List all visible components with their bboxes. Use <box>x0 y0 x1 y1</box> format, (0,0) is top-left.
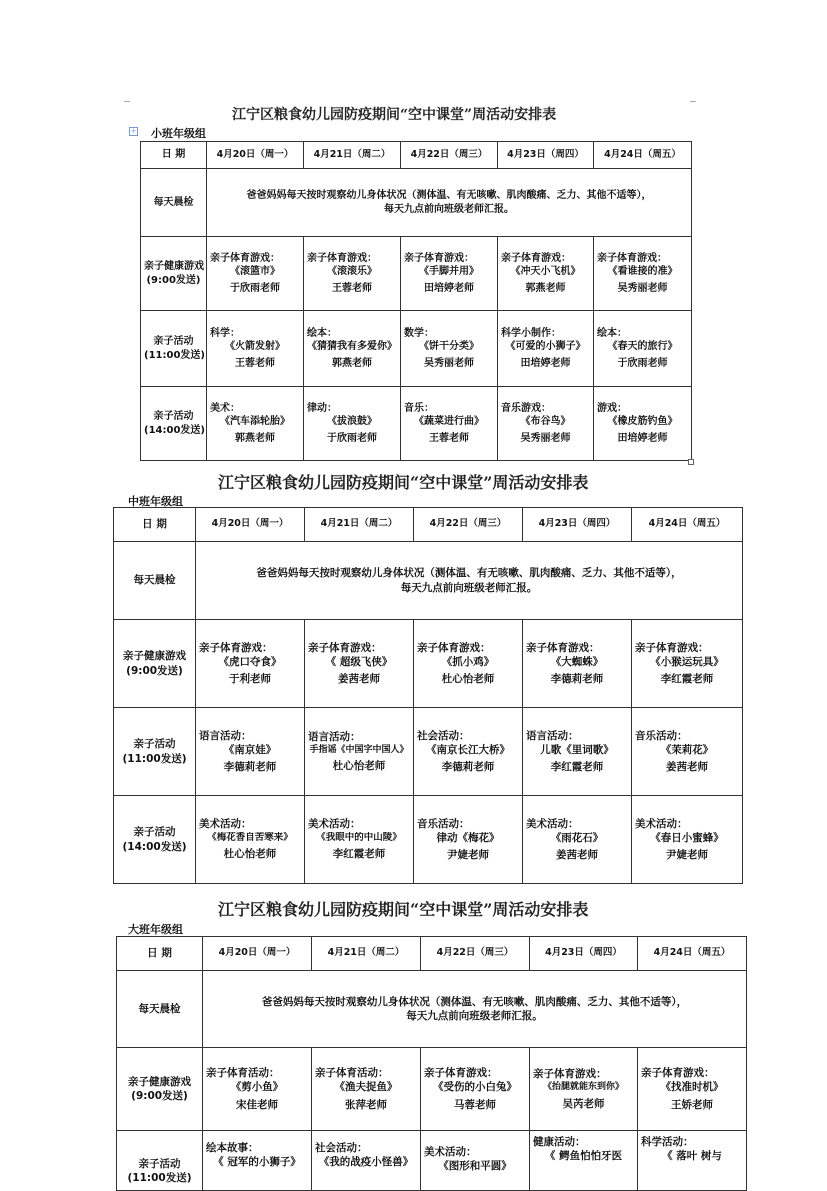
activity-cell <box>530 1131 638 1191</box>
activity-cell <box>498 237 594 311</box>
activity-cell <box>638 1131 747 1191</box>
morning-check-label: 每天晨检 <box>141 169 207 237</box>
activity-cell <box>304 237 401 311</box>
activity-type: 亲子体育游戏： <box>635 641 709 654</box>
activity-name: 《抓小鸡》 <box>441 655 495 668</box>
activity-name: 《滚滚乐》 <box>327 266 377 278</box>
activity-name: 《剪小鱼》 <box>230 1081 284 1094</box>
activity-cell <box>312 1131 421 1191</box>
activity-cell <box>523 620 632 708</box>
activity-cell <box>203 1048 312 1131</box>
row-name: 亲子健康游戏 <box>128 1075 191 1088</box>
row-time: (9:00发送) <box>126 664 183 677</box>
teacher-name: 姜茜老师 <box>556 849 598 862</box>
teacher-name: 田培婷老师 <box>424 282 474 294</box>
teacher-name: 吴秀丽老师 <box>617 282 668 294</box>
morning-check-text <box>207 169 692 237</box>
date-cell: 4月20日（周一） <box>207 142 304 169</box>
activity-type: 美术： <box>210 402 240 414</box>
row-header <box>141 311 207 387</box>
activity-type: 绘本： <box>307 327 337 339</box>
activity-type: 语言活动： <box>199 729 252 742</box>
row-time: (14:00发送) <box>144 424 205 436</box>
row-header <box>117 1048 203 1131</box>
row-header <box>114 796 196 884</box>
activity-type: 美术活动： <box>526 817 579 830</box>
teacher-name: 王蓉老师 <box>332 282 372 294</box>
teacher-name: 杜心怡老师 <box>223 848 277 861</box>
row-time: (9:00发送) <box>131 1090 188 1102</box>
schedule-table-small <box>140 141 692 461</box>
activity-type: 亲子体育游戏： <box>210 252 280 264</box>
activity-cell <box>523 796 632 884</box>
activity-cell <box>414 796 523 884</box>
teacher-name: 王蓉老师 <box>429 432 469 444</box>
activity-name: 《看谁接的准》 <box>607 266 678 278</box>
teacher-name: 于利老师 <box>229 673 271 686</box>
activity-type: 绘本： <box>597 327 627 339</box>
activity-row <box>114 708 743 796</box>
activity-type: 亲子体育游戏： <box>597 252 667 264</box>
table-resize-handle[interactable] <box>688 459 694 465</box>
page-corner-mark <box>124 101 130 102</box>
date-cell: 4月21日（周二） <box>304 142 401 169</box>
activity-name: 《冲天小飞机》 <box>510 266 581 278</box>
teacher-name: 李德莉老师 <box>441 761 495 774</box>
activity-name: 《火箭发射》 <box>225 341 285 353</box>
activity-name: 《橡皮筋钓鱼》 <box>607 416 678 428</box>
morning-check-text <box>196 542 743 620</box>
activity-type: 科学小制作： <box>501 327 561 339</box>
activity-cell <box>421 1131 530 1191</box>
table-move-handle-icon[interactable]: + <box>130 127 137 135</box>
activity-name: 《汽车添轮胎》 <box>220 416 290 428</box>
teacher-name: 郭燕老师 <box>332 357 372 369</box>
date-header: 日 期 <box>117 937 203 971</box>
row-time: (11:00发送) <box>144 349 205 361</box>
teacher-name: 张萍老师 <box>345 1098 387 1111</box>
date-cell: 4月21日（周二） <box>312 937 421 971</box>
activity-cell <box>498 387 594 461</box>
morning-check-line: 每天九点前向班级老师汇报。 <box>384 203 514 215</box>
activity-name: 《我的战疫小怪兽》 <box>318 1156 414 1169</box>
row-time: (11:00发送) <box>122 752 187 765</box>
row-header <box>117 1131 203 1191</box>
activity-name: 《春天的旅行》 <box>607 341 678 353</box>
teacher-name: 尹婕老师 <box>666 849 708 862</box>
activity-cell <box>305 796 414 884</box>
teacher-name: 杜心怡老师 <box>332 760 386 773</box>
activity-name: 《猜猜我有多爱你》 <box>307 341 397 353</box>
activity-name: 《渔夫捉鱼》 <box>334 1081 398 1094</box>
date-cell: 4月21日（周二） <box>305 508 414 542</box>
teacher-name: 李红霞老师 <box>660 673 714 686</box>
row-name: 亲子健康游戏 <box>123 650 186 663</box>
date-cell: 4月23日（周四） <box>523 508 632 542</box>
activity-name: 《南京娃》 <box>223 743 277 756</box>
activity-name: 《小猴运玩具》 <box>650 655 724 668</box>
activity-cell <box>207 311 304 387</box>
activity-type: 社会活动： <box>315 1142 368 1154</box>
activity-name: 《茉莉花》 <box>660 743 714 756</box>
activity-type: 亲子体育活动： <box>315 1067 389 1080</box>
teacher-name: 吴芮老师 <box>562 1097 605 1110</box>
activity-row <box>114 620 743 708</box>
teacher-name: 王娇老师 <box>671 1098 713 1111</box>
activity-name: 《手脚并用》 <box>419 266 479 278</box>
date-cell: 4月22日（周三） <box>421 937 530 971</box>
activity-type: 亲子体育游戏： <box>308 641 382 654</box>
activity-cell <box>632 708 743 796</box>
activity-type: 科学： <box>210 327 240 339</box>
morning-check-row <box>117 971 747 1048</box>
activity-type: 绘本故事： <box>206 1142 259 1154</box>
row-name: 亲子健康游戏 <box>144 261 204 272</box>
activity-cell <box>305 708 414 796</box>
teacher-name: 于欣雨老师 <box>617 357 668 369</box>
activity-cell <box>632 796 743 884</box>
date-row <box>114 508 743 542</box>
activity-cell <box>638 1048 747 1131</box>
activity-row <box>114 796 743 884</box>
activity-row <box>141 311 692 387</box>
date-row <box>117 937 747 971</box>
activity-type: 美术活动： <box>424 1146 477 1158</box>
activity-cell <box>196 620 305 708</box>
activity-name: 《蔬菜进行曲》 <box>414 416 484 428</box>
morning-check-label: 每天晨检 <box>117 971 203 1048</box>
activity-name: 《受伤的小白兔》 <box>433 1081 517 1094</box>
activity-type: 亲子体育游戏： <box>501 252 571 264</box>
row-time: (14:00发送) <box>122 840 187 853</box>
activity-type: 美术活动： <box>635 817 688 830</box>
activity-cell <box>305 620 414 708</box>
morning-check-line: 爸爸妈妈每天按时观察幼儿身体状况（测体温、有无咳嗽、肌肉酸痛、乏力、其他不适等）， <box>246 190 652 201</box>
date-header: 日 期 <box>141 142 207 169</box>
activity-name: 《找准时机》 <box>660 1081 724 1094</box>
morning-check-row <box>114 542 743 620</box>
activity-type: 语言活动： <box>526 729 579 742</box>
row-header <box>114 708 196 796</box>
row-time: (11:00发送) <box>127 1172 192 1185</box>
activity-cell <box>401 311 498 387</box>
activity-name: 《饼干分类》 <box>419 341 479 353</box>
date-header: 日 期 <box>114 508 196 542</box>
morning-check-row <box>141 169 692 237</box>
row-name: 亲子活动 <box>133 826 176 839</box>
activity-name: 手指谣《中国字中国人》 <box>309 744 409 755</box>
activity-name: 《春日小蜜蜂》 <box>650 831 724 844</box>
morning-check-line: 爸爸妈妈每天按时观察幼儿身体状况（测体温、有无咳嗽、肌肉酸痛、乏力、其他不适等）， <box>261 995 688 1008</box>
activity-name: 《滚篮市》 <box>230 266 280 278</box>
activity-cell <box>530 1048 638 1131</box>
activity-cell <box>414 708 523 796</box>
date-row <box>141 142 692 169</box>
activity-type: 亲子体育游戏： <box>526 641 600 654</box>
activity-type: 社会活动： <box>417 729 470 742</box>
teacher-name: 尹婕老师 <box>447 849 489 862</box>
date-cell: 4月22日（周三） <box>401 142 498 169</box>
activity-name: 儿歌《里词歌》 <box>540 743 614 756</box>
date-cell: 4月20日（周一） <box>196 508 305 542</box>
teacher-name: 李德莉老师 <box>550 673 604 686</box>
activity-name: 《可爱的小狮子》 <box>505 341 586 353</box>
teacher-name: 李红霞老师 <box>550 761 604 774</box>
teacher-name: 于欣雨老师 <box>230 282 280 294</box>
activity-type: 律动： <box>307 402 337 414</box>
activity-type: 亲子体育游戏： <box>533 1068 607 1081</box>
activity-type: 亲子体育活动： <box>206 1067 280 1080</box>
activity-row <box>117 1131 747 1191</box>
teacher-name: 宋佳老师 <box>236 1098 278 1111</box>
date-cell: 4月22日（周三） <box>414 508 523 542</box>
teacher-name: 于欣雨老师 <box>327 432 377 444</box>
activity-type: 亲子体育游戏： <box>424 1067 498 1080</box>
date-cell: 4月23日（周四） <box>498 142 594 169</box>
activity-type: 美术活动： <box>308 818 361 831</box>
morning-check-label: 每天晨检 <box>114 542 196 620</box>
activity-type: 科学活动： <box>641 1136 694 1148</box>
activity-name: 《拔浪鼓》 <box>327 416 377 428</box>
date-cell: 4月20日（周一） <box>203 937 312 971</box>
morning-check-text <box>203 971 747 1048</box>
activity-cell <box>421 1048 530 1131</box>
activity-type: 美术活动： <box>199 818 252 831</box>
date-cell: 4月24日（周五） <box>632 508 743 542</box>
activity-cell <box>207 237 304 311</box>
activity-type: 亲子体育游戏： <box>307 252 377 264</box>
schedule-table-middle <box>113 507 743 884</box>
activity-cell <box>207 387 304 461</box>
row-header <box>141 237 207 311</box>
activity-row <box>141 387 692 461</box>
grade-label: 小班年级组 <box>151 127 206 140</box>
section-title: 江宁区粮食幼儿园防疫期间“空中课堂”周活动安排表 <box>232 107 557 123</box>
activity-type: 亲子体育游戏： <box>199 641 273 654</box>
row-name: 亲子活动 <box>133 738 176 751</box>
section-title: 江宁区粮食幼儿园防疫期间“空中课堂”周活动安排表 <box>218 473 589 492</box>
date-cell: 4月24日（周五） <box>594 142 692 169</box>
activity-name: 《布谷鸟》 <box>520 416 571 428</box>
row-header <box>141 387 207 461</box>
teacher-name: 姜茜老师 <box>666 761 708 774</box>
teacher-name: 王蓉老师 <box>235 357 275 369</box>
teacher-name: 郭燕老师 <box>235 432 275 444</box>
morning-check-line: 每天九点前向班级老师汇报。 <box>400 581 538 594</box>
teacher-name: 吴秀丽老师 <box>520 432 571 444</box>
activity-name: 《 落叶 树与 <box>662 1150 722 1163</box>
activity-type: 游戏： <box>597 402 627 414</box>
activity-name: 《南京长江大桥》 <box>426 743 510 756</box>
activity-name: 《虎口夺食》 <box>218 655 282 668</box>
activity-cell <box>196 708 305 796</box>
activity-type: 数学： <box>404 327 434 339</box>
activity-row <box>141 237 692 311</box>
activity-type: 健康活动： <box>533 1136 586 1148</box>
activity-type: 音乐游戏： <box>501 402 551 414</box>
activity-cell <box>632 620 743 708</box>
activity-cell <box>196 796 305 884</box>
activity-cell <box>594 237 692 311</box>
teacher-name: 吴秀丽老师 <box>424 357 474 369</box>
row-name: 亲子活动 <box>138 1158 181 1170</box>
activity-cell <box>304 387 401 461</box>
row-header <box>114 620 196 708</box>
row-name: 亲子活动 <box>153 411 194 422</box>
grade-label: 中班年级组 <box>128 495 183 508</box>
date-cell: 4月24日（周五） <box>638 937 747 971</box>
activity-type: 亲子体育游戏： <box>404 252 474 264</box>
teacher-name: 姜茜老师 <box>338 673 380 686</box>
activity-type: 音乐活动： <box>417 817 470 830</box>
teacher-name: 李红霞老师 <box>332 848 386 861</box>
activity-cell <box>498 311 594 387</box>
activity-cell <box>594 387 692 461</box>
section-title: 江宁区粮食幼儿园防疫期间“空中课堂”周活动安排表 <box>218 900 589 919</box>
activity-name: 《大蜘蛛》 <box>550 655 604 668</box>
activity-name: 《梅花香自苦寒来》 <box>207 831 293 843</box>
grade-label: 大班年级组 <box>128 923 183 936</box>
activity-type: 音乐： <box>404 402 434 414</box>
activity-row <box>117 1048 747 1131</box>
row-name: 亲子活动 <box>153 336 194 347</box>
activity-cell <box>304 311 401 387</box>
activity-name: 《 冠军的小狮子》 <box>213 1156 301 1169</box>
morning-check-line: 每天九点前向班级老师汇报。 <box>406 1010 543 1022</box>
page-corner-mark <box>690 101 696 102</box>
activity-name: 《抬腿就能东到你》 <box>542 1082 624 1093</box>
activity-name: 《雨花石》 <box>550 831 604 844</box>
activity-name: 《图形和平圆》 <box>438 1160 512 1173</box>
activity-type: 亲子体育游戏： <box>417 641 491 654</box>
activity-cell <box>401 237 498 311</box>
activity-cell <box>203 1131 312 1191</box>
schedule-table-large <box>116 936 747 1191</box>
activity-cell <box>414 620 523 708</box>
activity-name: 律动《梅花》 <box>436 831 500 844</box>
activity-name: 《 超级飞侠》 <box>325 655 393 668</box>
activity-cell <box>401 387 498 461</box>
row-time: (9:00发送) <box>146 274 201 286</box>
activity-cell <box>523 708 632 796</box>
activity-cell <box>594 311 692 387</box>
morning-check-line: 爸爸妈妈每天按时观察幼儿身体状况（测体温、有无咳嗽、肌肉酸痛、乏力、其他不适等）， <box>256 567 682 580</box>
date-cell: 4月23日（周四） <box>530 937 638 971</box>
teacher-name: 田培婷老师 <box>520 357 571 369</box>
teacher-name: 马蓉老师 <box>454 1098 496 1111</box>
activity-type: 语言活动： <box>308 730 361 743</box>
activity-name: 《 鳄鱼怕怕牙医 <box>544 1150 623 1163</box>
activity-type: 亲子体育游戏： <box>641 1067 715 1080</box>
activity-name: 《我眼中的中山陵》 <box>316 831 402 843</box>
teacher-name: 杜心怡老师 <box>441 673 495 686</box>
teacher-name: 田培婷老师 <box>617 432 668 444</box>
activity-cell <box>312 1048 421 1131</box>
teacher-name: 李德莉老师 <box>223 761 277 774</box>
teacher-name: 郭燕老师 <box>525 282 566 294</box>
activity-type: 音乐活动： <box>635 729 688 742</box>
